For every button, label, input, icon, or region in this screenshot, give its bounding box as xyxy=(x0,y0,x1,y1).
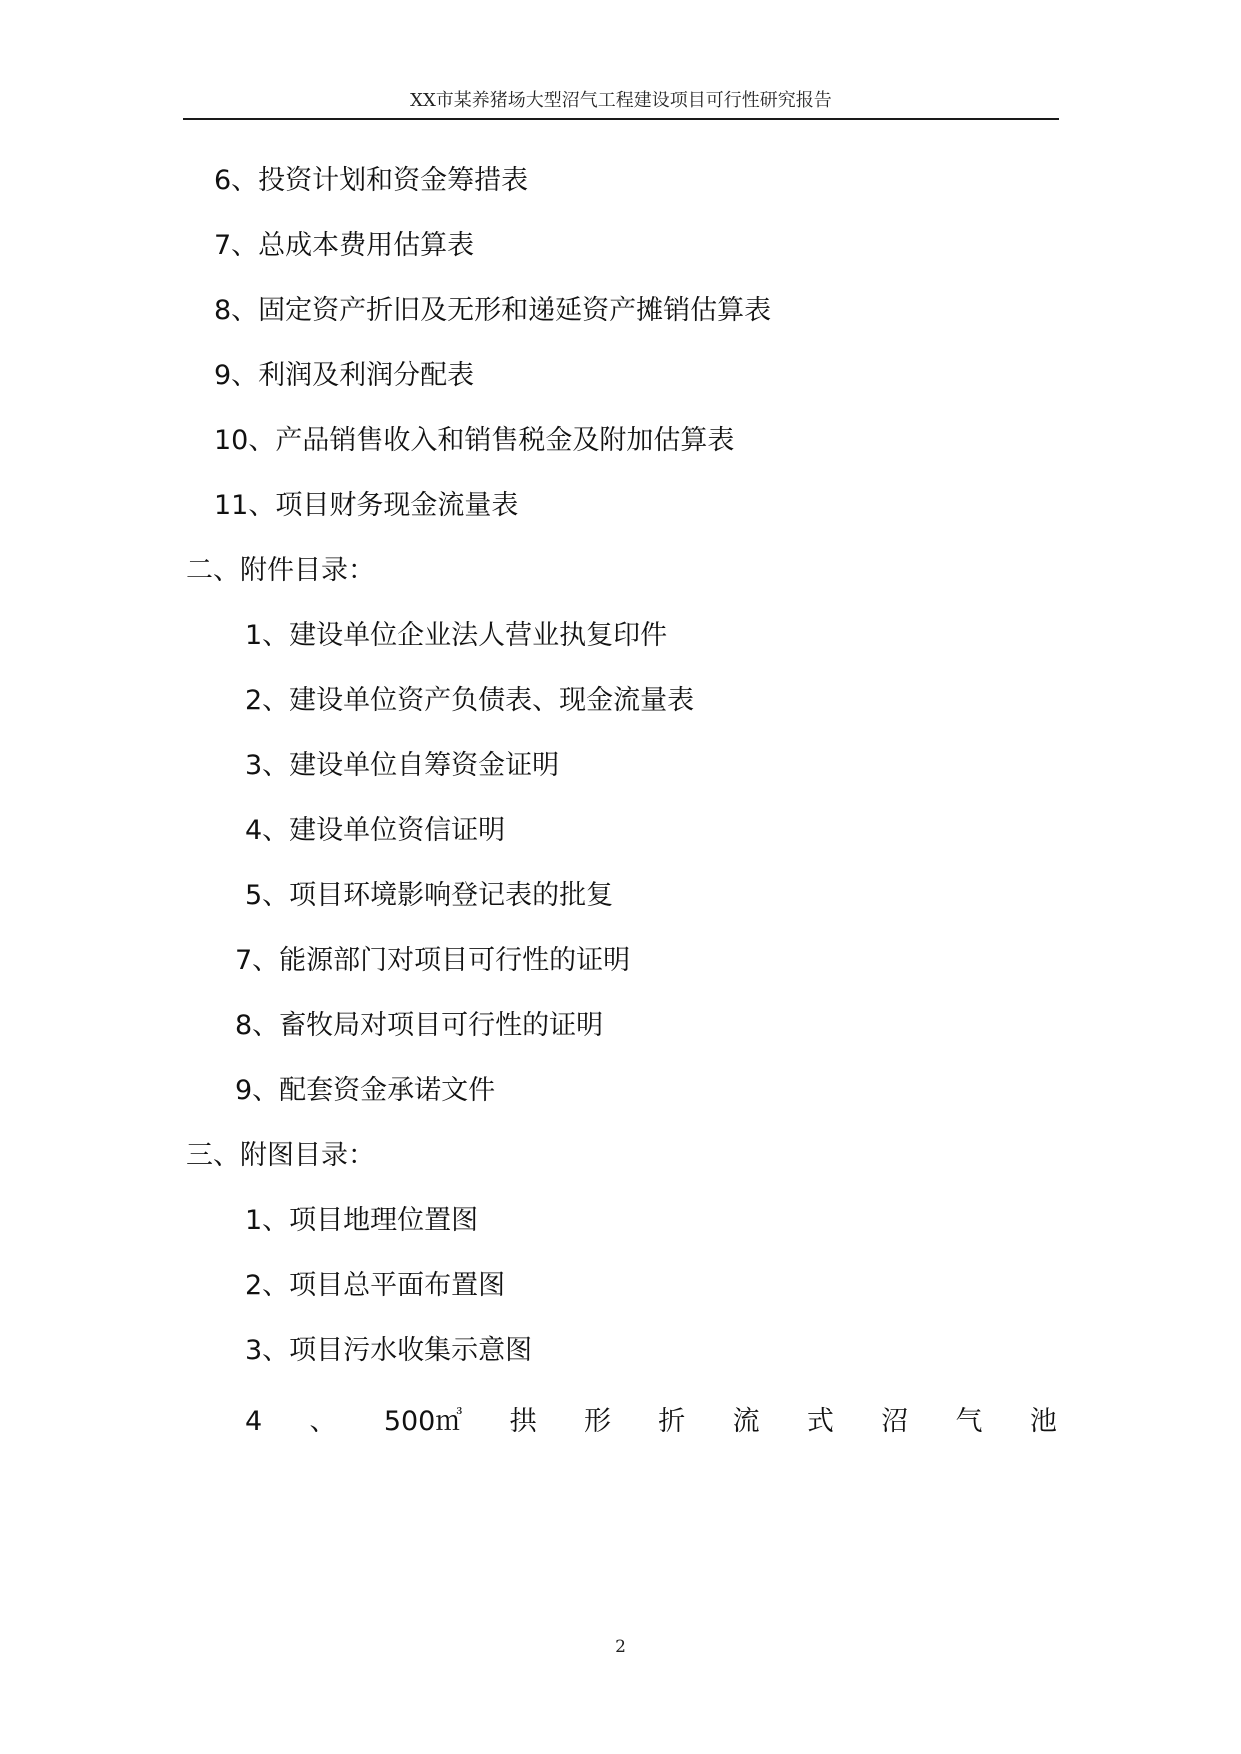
list-item: 11、项目财务现金流量表 xyxy=(214,490,519,521)
list-item: 2、建设单位资产负债表、现金流量表 xyxy=(245,685,695,716)
list-item: 8、固定资产折旧及无形和递延资产摊销估算表 xyxy=(214,295,772,326)
section-heading: 二、附件目录： xyxy=(186,555,375,586)
justified-token: 4 xyxy=(245,1406,263,1437)
list-item: 1、建设单位企业法人营业执复印件 xyxy=(245,620,668,651)
list-item: 10、产品销售收入和销售税金及附加估算表 xyxy=(214,425,735,456)
justified-token: 池 xyxy=(1029,1406,1057,1437)
list-item: 5、项目环境影响登记表的批复 xyxy=(245,880,614,911)
list-item: 7、总成本费用估算表 xyxy=(214,230,475,261)
list-item: 4、建设单位资信证明 xyxy=(245,815,506,846)
list-item: 6、投资计划和资金筹措表 xyxy=(214,165,529,196)
page-header: XX市某养猪场大型沼气工程建设项目可行性研究报告 xyxy=(183,86,1059,120)
justified-token: 沼 xyxy=(881,1406,909,1437)
justified-token: 拱 xyxy=(509,1406,537,1437)
justified-token: 式 xyxy=(806,1406,834,1437)
list-item: 7、能源部门对项目可行性的证明 xyxy=(235,945,631,976)
list-item: 8、畜牧局对项目可行性的证明 xyxy=(235,1010,604,1041)
justified-token: 流 xyxy=(732,1406,760,1437)
page-number: 2 xyxy=(615,1637,626,1657)
list-item: 3、项目污水收集示意图 xyxy=(245,1335,533,1366)
list-item: 1、项目地理位置图 xyxy=(245,1205,479,1236)
list-item: 9、配套资金承诺文件 xyxy=(235,1075,496,1106)
justified-token: 、 xyxy=(309,1406,337,1437)
justified-token: 折 xyxy=(658,1406,686,1437)
list-item: 2、项目总平面布置图 xyxy=(245,1270,506,1301)
justified-token: 形 xyxy=(583,1406,611,1437)
justified-list-item xyxy=(245,1404,1057,1440)
section-heading: 三、附图目录： xyxy=(186,1140,375,1171)
justified-token: 500㎥ xyxy=(383,1406,463,1437)
justified-token: 气 xyxy=(955,1406,983,1437)
list-item: 3、建设单位自筹资金证明 xyxy=(245,750,560,781)
list-item: 9、利润及利润分配表 xyxy=(214,360,475,391)
